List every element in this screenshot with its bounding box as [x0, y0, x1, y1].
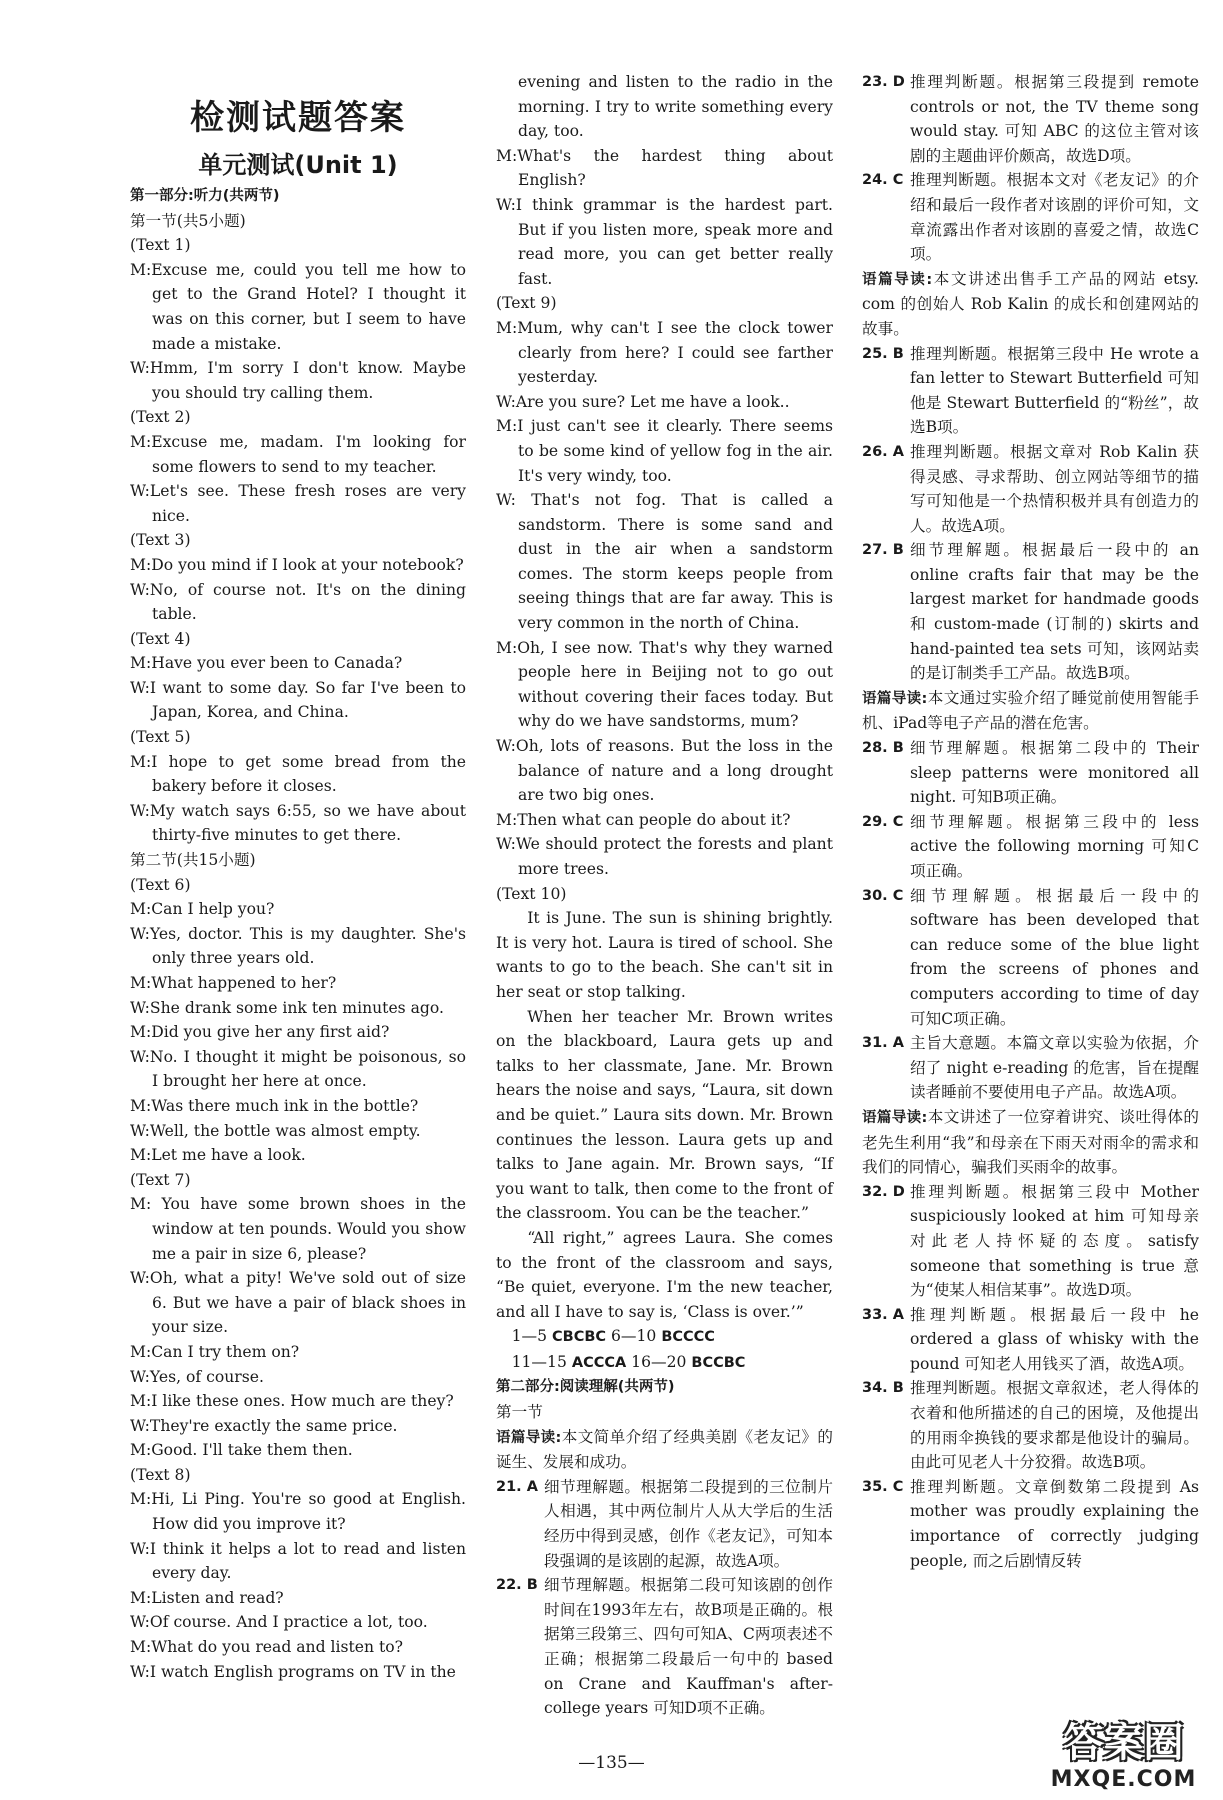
explanation-text: 细节理解题。根据第三段中的 less active the following morning 可知C项正确。 — [910, 812, 1199, 880]
dialogue-line: W:Let's see. These fresh roses are very nice. — [130, 482, 466, 525]
dialogue-line: W:My watch says 6:55, so we have about thirty-five minutes to get there. — [130, 801, 466, 845]
dialogue-line: W:Oh, what a pity! We've sold out of size 6. But we have a pair of black shoes in your size. — [130, 1269, 466, 1337]
section-heading: 第二部分:阅读理解(共两节) — [496, 1379, 675, 1396]
answer-letters: BCCCC — [661, 1329, 715, 1346]
dialogue-line: M:Good. I'll take them then. — [130, 1441, 353, 1460]
passage-guide — [862, 686, 1199, 736]
subsection-heading: 第二节(共15小题) — [130, 851, 256, 870]
answer-explanation — [496, 1573, 833, 1721]
dialogue-line: W:Of course. And I practice a lot, too. — [130, 1613, 428, 1632]
dialogue-line: W:I want to some day. So far I've been to Japan, Korea, and China. — [130, 678, 466, 722]
text-label: (Text 10) — [496, 884, 567, 903]
text-label: (Text 1) — [130, 236, 191, 255]
passage-guide — [862, 1105, 1199, 1180]
dialogue-line: W:Yes, of course. — [130, 1367, 264, 1386]
question-number: 34. B — [862, 1380, 904, 1397]
dialogue-continuation: evening and listen to the radio in the morning. I try to write something every day, too. — [518, 73, 833, 141]
dialogue-line: M:What happened to her? — [130, 974, 337, 992]
answer-explanation — [862, 884, 1199, 1032]
column-middle — [496, 70, 833, 1721]
answer-range: 16—20 — [626, 1352, 692, 1371]
explanation-text: 细节理解题。根据第二段提到的三位制片人相遇，其中两位制片人从大学后的生活经历中得到灵感，创作《老友记》，可知本段强调的是该剧的起源，故选A项。 — [544, 1477, 833, 1570]
dialogue-line: M:What do you read and listen to? — [130, 1638, 404, 1657]
answer-explanation — [862, 1475, 1199, 1573]
answer-explanation — [862, 70, 1199, 168]
answer-range: 6—10 — [606, 1327, 662, 1346]
guide-text: 本文通过实验介绍了睡觉前使用智能手机、iPad等电子产品的潜在危害。 — [862, 688, 1199, 733]
question-number: 33. A — [862, 1306, 904, 1323]
dialogue-line: M:I like these ones. How much are they? — [130, 1392, 454, 1411]
question-number: 28. B — [862, 740, 904, 757]
text-label: (Text 6) — [130, 875, 191, 894]
text-label: (Text 5) — [130, 728, 191, 747]
answer-letters: BCCBC — [691, 1354, 746, 1371]
dialogue-line: M:Did you give her any first aid? — [130, 1023, 390, 1042]
dialogue-line: M:Was there much ink in the bottle? — [130, 1096, 419, 1115]
answer-explanation — [862, 810, 1199, 884]
explanation-text: 主旨大意题。本篇文章以实验为依据，介绍了 night e-reading 的危害，旨在提醒读者睡前不要使用电子产品。故选A项。 — [910, 1034, 1199, 1102]
text-label: (Text 8) — [130, 1465, 191, 1484]
answer-key-row — [496, 1350, 833, 1376]
answer-key-row — [496, 1324, 833, 1350]
answer-explanation — [862, 1180, 1199, 1303]
watermark-logo — [1036, 1718, 1211, 1794]
explanation-text: 推理判断题。根据最后一段中 he ordered a glass of whisky with the pound 可知老人用钱买了酒，故选A项。 — [910, 1305, 1199, 1373]
explanation-text: 细节理解题。根据最后一段中的 software has been developed that can reduce some of the blue light from the screens of phones and computers according to time of day 可知C项正确。 — [910, 886, 1199, 1028]
answer-explanation — [862, 440, 1199, 538]
text-label: (Text 7) — [130, 1170, 191, 1189]
dialogue-line: W:We should protect the forests and plant more trees. — [496, 835, 833, 878]
dialogue-line: W:She drank some ink ten minutes ago. — [130, 998, 444, 1017]
dialogue-line: M:I hope to get some bread from the bakery before it closes. — [130, 752, 466, 796]
guide-label: 语篇导读: — [496, 1429, 562, 1446]
question-number: 29. C — [862, 813, 904, 830]
dialogue-line: M:What's the hardest thing about English? — [496, 146, 833, 190]
explanation-text: 推理判断题。根据第三段中 He wrote a fan letter to Stewart Butterfield 可知他是 Stewart Butterfield 的“粉丝”，故选B项。 — [910, 344, 1199, 437]
dialogue-line: M:Can I try them on? — [130, 1342, 300, 1361]
watermark-url: MXQE.COM — [1050, 1767, 1197, 1792]
dialogue-line: M:I just can't see it clearly. There seems to be some kind of yellow fog in the air. It's very windy, too. — [496, 417, 833, 485]
answer-explanation — [862, 1376, 1199, 1474]
explanation-text: 推理判断题。文章倒数第二段提到 As mother was proudly explaining the importance of correctly judging people, 而之后剧情反转 — [910, 1477, 1199, 1570]
answer-letters: ACCCA — [571, 1354, 627, 1371]
guide-label: 语篇导读: — [862, 271, 933, 288]
text-label: (Text 2) — [130, 408, 191, 427]
dialogue-line: W:Oh, lots of reasons. But the loss in the balance of nature and a long drought are two big ones. — [496, 737, 833, 805]
guide-text: 本文讲述了一位穿着讲究、谈吐得体的老先生利用“我”和母亲在下雨天对雨伞的需求和我们的同情心，骗我们买雨伞的故事。 — [862, 1107, 1199, 1177]
dialogue-line: W:They're exactly the same price. — [130, 1416, 398, 1435]
explanation-text: 细节理解题。根据最后一段中的 an online crafts fair that may be the largest market for handmade goods 和 custom-made (订制的) skirts and hand-painted tea sets 可知，该网站卖的是订制类手工产品。故选B项。 — [910, 541, 1199, 683]
dialogue-line: W:I think grammar is the hardest part. But if you listen more, speak more and read more, you can get better really fast. — [496, 195, 833, 288]
dialogue-line: M:Let me have a look. — [130, 1146, 306, 1165]
answer-explanation — [496, 1475, 833, 1573]
answer-letters: CBCBC — [552, 1329, 607, 1346]
question-number: 26. A — [862, 443, 904, 460]
guide-label: 语篇导读: — [862, 1109, 928, 1126]
dialogue-line: M: You have some brown shoes in the window at ten pounds. Would you show me a pair in size 6, please? — [130, 1195, 466, 1263]
explanation-text: 推理判断题。根据第三段提到 remote controls or not, the TV theme song would stay. 可知 ABC 的这位主管对该剧的主题曲评价颇高，故选D项。 — [910, 73, 1199, 165]
dialogue-line: W:Hmm, I'm sorry I don't know. Maybe you should try calling them. — [130, 359, 466, 402]
guide-text: 本文讲述出售手工产品的网站 etsy. com 的创始人 Rob Kalin 的成长和创建网站的故事。 — [862, 269, 1199, 338]
explanation-text: 推理判断题。根据本文对《老友记》的介绍和最后一段作者对该剧的评价可知，文章流露出作者对该剧的喜爱之情，故选C项。 — [910, 171, 1199, 264]
question-number: 21. A — [496, 1478, 538, 1495]
text-label: (Text 4) — [130, 629, 191, 648]
dialogue-line: M:Oh, I see now. That's why they warned people here in Beijing not to go out without covering their faces today. But why do we have sandstorms, mum? — [496, 638, 833, 731]
explanation-text: 细节理解题。根据第二段中的 Their sleep patterns were monitored all night. 可知B项正确。 — [910, 739, 1199, 807]
answer-range: 11—15 — [511, 1352, 572, 1371]
dialogue-line: W:Yes, doctor. This is my daughter. She's only three years old. — [130, 924, 466, 968]
dialogue-line: W:Are you sure? Let me have a look.. — [496, 392, 790, 411]
question-number: 22. B — [496, 1577, 538, 1594]
page-title: 检测试题答案 — [190, 98, 406, 138]
answer-explanation — [862, 1303, 1199, 1377]
question-number: 32. D — [862, 1183, 905, 1200]
passage-guide — [862, 267, 1199, 342]
dialogue-line: M:Hi, Li Ping. You're so good at English. How did you improve it? — [130, 1490, 466, 1534]
explanation-text: 细节理解题。根据第二段可知该剧的创作时间在1993年左右，故B项是正确的。根据第三段第三、四句可知A、C两项表述不正确；根据第二段最后一句中的 based on Crane and Kauffman's after-college years 可知D项不正确。 — [544, 1576, 833, 1718]
text-label: (Text 9) — [496, 294, 557, 313]
question-number: 30. C — [862, 887, 904, 904]
dialogue-line: W:I think it helps a lot to read and listen every day. — [130, 1539, 466, 1583]
answer-explanation — [862, 538, 1199, 686]
dialogue-line: M:Excuse me, madam. I'm looking for some flowers to send to my teacher. — [130, 432, 466, 476]
dialogue-line: M:Do you mind if I look at your notebook? — [130, 555, 464, 574]
dialogue-line: W:No. I thought it might be poisonous, so I brought her here at once. — [130, 1047, 466, 1091]
answer-explanation — [862, 168, 1199, 266]
question-number: 23. D — [862, 74, 905, 90]
question-number: 35. C — [862, 1478, 904, 1495]
guide-text: 本文简单介绍了经典美剧《老友记》的诞生、发展和成功。 — [496, 1427, 833, 1472]
dialogue-line: M:Mum, why can't I see the clock tower clearly from here? I could see farther yesterday. — [496, 318, 833, 387]
dialogue-line: W:No, of course not. It's on the dining table. — [130, 580, 466, 624]
explanation-text: 推理判断题。根据文章对 Rob Kalin 获得灵感、寻求帮助、创立网站等细节的描写可知他是一个热情积极并具有创造力的人。故选A项。 — [910, 442, 1199, 535]
dialogue-line: W:Well, the bottle was almost empty. — [130, 1121, 421, 1140]
dialogue-line: M:Have you ever been to Canada? — [130, 654, 403, 673]
subsection-heading: 第一节 — [496, 1403, 543, 1422]
passage-paragraph: When her teacher Mr. Brown writes on the blackboard, Laura gets up and talks to her classmate, Jane. Mr. Brown hears the noise and says, “Laura, sit down and be quiet.” Laura sits down. Mr. Brown continues the lesson. Laura gets up and talks to Jane again. Mr. Brown says, “If you want to talk, then come to the front of the classroom. You can be the teacher.” — [496, 1007, 833, 1223]
section-heading: 第一部分:听力(共两节) — [130, 188, 280, 204]
text-label: (Text 3) — [130, 531, 191, 550]
watermark-text: 答案圈 — [1063, 1720, 1184, 1766]
question-number: 31. A — [862, 1035, 904, 1052]
question-number: 27. B — [862, 542, 904, 559]
question-number: 25. B — [862, 345, 904, 362]
column-right — [862, 70, 1199, 1573]
subsection-heading: 第一节(共5小题) — [130, 211, 246, 230]
dialogue-line: W:I watch English programs on TV in the — [130, 1662, 456, 1681]
dialogue-line: M:Listen and read? — [130, 1588, 284, 1607]
passage-paragraph: It is June. The sun is shining brightly. It is very hot. Laura is tired of school. She wants to go to the beach. She can't sit in her seat or stop talking. — [496, 909, 833, 1001]
dialogue-line: M:Excuse me, could you tell me how to get to the Grand Hotel? I thought it was on this corner, but I seem to have made a mistake. — [130, 260, 466, 353]
answer-explanation — [862, 736, 1199, 810]
answer-range: 1—5 — [511, 1327, 552, 1346]
passage-paragraph: “All right,” agrees Laura. She comes to the front of the classroom and says, “Be quiet, everyone. I'm the new teacher, and all I have to say is, ‘Class is over.’” — [496, 1228, 833, 1321]
dialogue-line: W: That's not fog. That is called a sandstorm. There is some sand and dust in the air when a sandstorm comes. The storm keeps people from seeing things that are far away. This is very common in the north of China. — [496, 491, 833, 633]
answer-explanation — [862, 1031, 1199, 1105]
unit-title: 单元测试(Unit 1) — [198, 151, 398, 179]
explanation-text: 推理判断题。根据第三段中 Mother suspiciously looked at him 可知母亲对此老人持怀疑的态度。satisfy someone that something is true 意为“使某人相信某事”。故选D项。 — [910, 1182, 1199, 1300]
dialogue-line: M:Then what can people do about it? — [496, 810, 791, 829]
column-left — [130, 70, 466, 1684]
explanation-text: 推理判断题。根据文章叙述，老人得体的衣着和他所描述的自己的困境，及他提出的用雨伞换钱的要求都是他设计的骗局。由此可见老人十分狡猾。故选B项。 — [910, 1379, 1199, 1472]
guide-label: 语篇导读: — [862, 690, 928, 707]
dialogue-line: M:Can I help you? — [130, 900, 275, 919]
answer-explanation — [862, 342, 1199, 440]
question-number: 24. C — [862, 172, 904, 189]
passage-guide — [496, 1425, 833, 1475]
page-number: —135— — [578, 1753, 645, 1773]
